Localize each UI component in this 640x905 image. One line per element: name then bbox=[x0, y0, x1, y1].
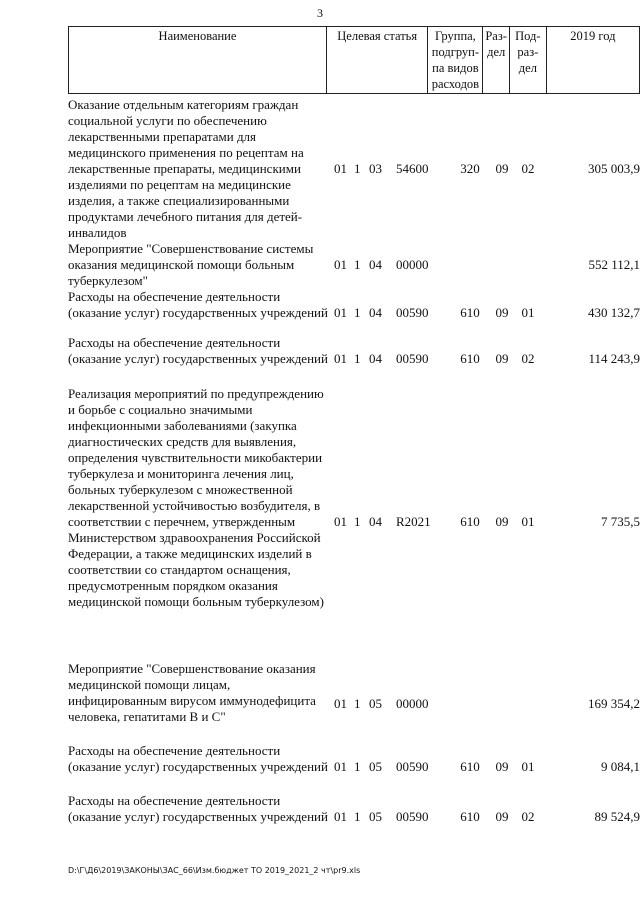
target-event: 04 bbox=[369, 305, 382, 320]
subsection: 01 bbox=[521, 759, 535, 774]
subsection: 01 bbox=[521, 514, 535, 529]
target-program: 01 bbox=[334, 351, 347, 366]
target-code: 00590 bbox=[396, 351, 429, 366]
row-values bbox=[68, 759, 640, 775]
target-program: 01 bbox=[334, 305, 347, 320]
target-code: R2021 bbox=[396, 514, 431, 529]
expense-group: 610 bbox=[460, 809, 480, 824]
target-event: 04 bbox=[369, 514, 382, 529]
expense-group: 610 bbox=[460, 305, 480, 320]
row-values bbox=[68, 514, 640, 530]
subsection: 02 bbox=[521, 161, 535, 176]
header-target-article: Целевая статья bbox=[326, 27, 427, 94]
section: 09 bbox=[495, 161, 509, 176]
row-name: Мероприятие "Совершенствование системы оказания медицинской помощи больным туберкулезом" bbox=[68, 241, 314, 288]
amount: 430 132,7 bbox=[588, 305, 640, 320]
row-values bbox=[68, 809, 640, 825]
row-name: Расходы на обеспечение деятельности (оказание услуг) государственных учреждений bbox=[68, 743, 328, 774]
section: 09 bbox=[495, 351, 509, 366]
amount: 552 112,1 bbox=[588, 257, 640, 272]
section: 09 bbox=[495, 759, 509, 774]
section: 09 bbox=[495, 514, 509, 529]
target-code: 00590 bbox=[396, 305, 429, 320]
header-expense-group: Группа, подгруп- па видов расходов bbox=[428, 27, 483, 94]
target-subprogram: 1 bbox=[354, 809, 361, 824]
target-program: 01 bbox=[334, 514, 347, 529]
target-event: 04 bbox=[369, 257, 382, 272]
row-name: Расходы на обеспечение деятельности (оказание услуг) государственных учреждений bbox=[68, 793, 328, 824]
target-code: 00000 bbox=[396, 696, 429, 711]
target-code: 00000 bbox=[396, 257, 429, 272]
target-subprogram: 1 bbox=[354, 257, 361, 272]
target-event: 05 bbox=[369, 696, 382, 711]
amount: 9 084,1 bbox=[601, 759, 640, 774]
table-header bbox=[68, 26, 640, 94]
target-program: 01 bbox=[334, 696, 347, 711]
amount: 305 003,9 bbox=[588, 161, 640, 176]
target-event: 04 bbox=[369, 351, 382, 366]
target-subprogram: 1 bbox=[354, 759, 361, 774]
target-program: 01 bbox=[334, 759, 347, 774]
row-name: Оказание отдельным категориям граждан социальной услуги по обеспечению лекарственными препаратами для медицинского применения по рецептам на лекарственные препараты, медицинскими изделиями по рецептам на медицинские изделия, а также специализированными продуктами лечебного питания для детей-инвалидов bbox=[68, 97, 304, 240]
target-event: 03 bbox=[369, 161, 382, 176]
amount: 89 524,9 bbox=[594, 809, 640, 824]
target-program: 01 bbox=[334, 257, 347, 272]
row-values bbox=[68, 351, 640, 367]
header-year: 2019 год bbox=[546, 27, 639, 94]
expense-group: 320 bbox=[460, 161, 480, 176]
target-subprogram: 1 bbox=[354, 161, 361, 176]
header-section: Раз- дел bbox=[483, 27, 510, 94]
expense-group: 610 bbox=[460, 351, 480, 366]
subsection: 02 bbox=[521, 351, 535, 366]
row-values bbox=[68, 257, 640, 273]
expense-group: 610 bbox=[460, 759, 480, 774]
row-values bbox=[68, 305, 640, 321]
row-name: Расходы на обеспечение деятельности (оказание услуг) государственных учреждений bbox=[68, 335, 328, 366]
row-values bbox=[68, 696, 640, 712]
target-subprogram: 1 bbox=[354, 351, 361, 366]
target-event: 05 bbox=[369, 759, 382, 774]
page-number: 3 bbox=[317, 6, 323, 20]
row-name: Расходы на обеспечение деятельности (оказание услуг) государственных учреждений bbox=[68, 289, 328, 320]
target-program: 01 bbox=[334, 161, 347, 176]
target-subprogram: 1 bbox=[354, 514, 361, 529]
target-code: 00590 bbox=[396, 759, 429, 774]
header-subsection: Под- раз- дел bbox=[509, 27, 546, 94]
target-event: 05 bbox=[369, 809, 382, 824]
amount: 7 735,5 bbox=[601, 514, 640, 529]
file-path-footer: D:\Г\Д6\2019\ЗАКОНЫ\ЗАС_66\Изм.бюджет ТО 2019_2021_2 чт\pr9.xls bbox=[68, 866, 361, 875]
row-name: Мероприятие "Совершенствование оказания медицинской помощи лицам, инфицированным вирусом иммунодефицита человека, гепатитами В и С" bbox=[68, 661, 316, 724]
section: 09 bbox=[495, 809, 509, 824]
row-name: Реализация мероприятий по предупреждению и борьбе с социально значимыми инфекционными заболеваниями (закупка диагностических средств для выявления, определения чувствительности микобактерии туберкулеза и мониторинга лечения лиц, больных туберкулезом с множественной лекарственной устойчивостью возбудителя, в соответствии с перечнем, утвержденным Министерством здравоохранения Российской Федерации, а также медицинских изделий в соответствии со стандартом оснащения, предусмотренным порядком оказания медицинской помощи больным туберкулезом) bbox=[68, 386, 324, 609]
row-values bbox=[68, 161, 640, 177]
target-subprogram: 1 bbox=[354, 305, 361, 320]
target-code: 54600 bbox=[396, 161, 429, 176]
subsection: 02 bbox=[521, 809, 535, 824]
target-program: 01 bbox=[334, 809, 347, 824]
section: 09 bbox=[495, 305, 509, 320]
expense-group: 610 bbox=[460, 514, 480, 529]
amount: 169 354,2 bbox=[588, 696, 640, 711]
subsection: 01 bbox=[521, 305, 535, 320]
header-name: Наименование bbox=[69, 27, 327, 94]
target-code: 00590 bbox=[396, 809, 429, 824]
amount: 114 243,9 bbox=[588, 351, 640, 366]
target-subprogram: 1 bbox=[354, 696, 361, 711]
